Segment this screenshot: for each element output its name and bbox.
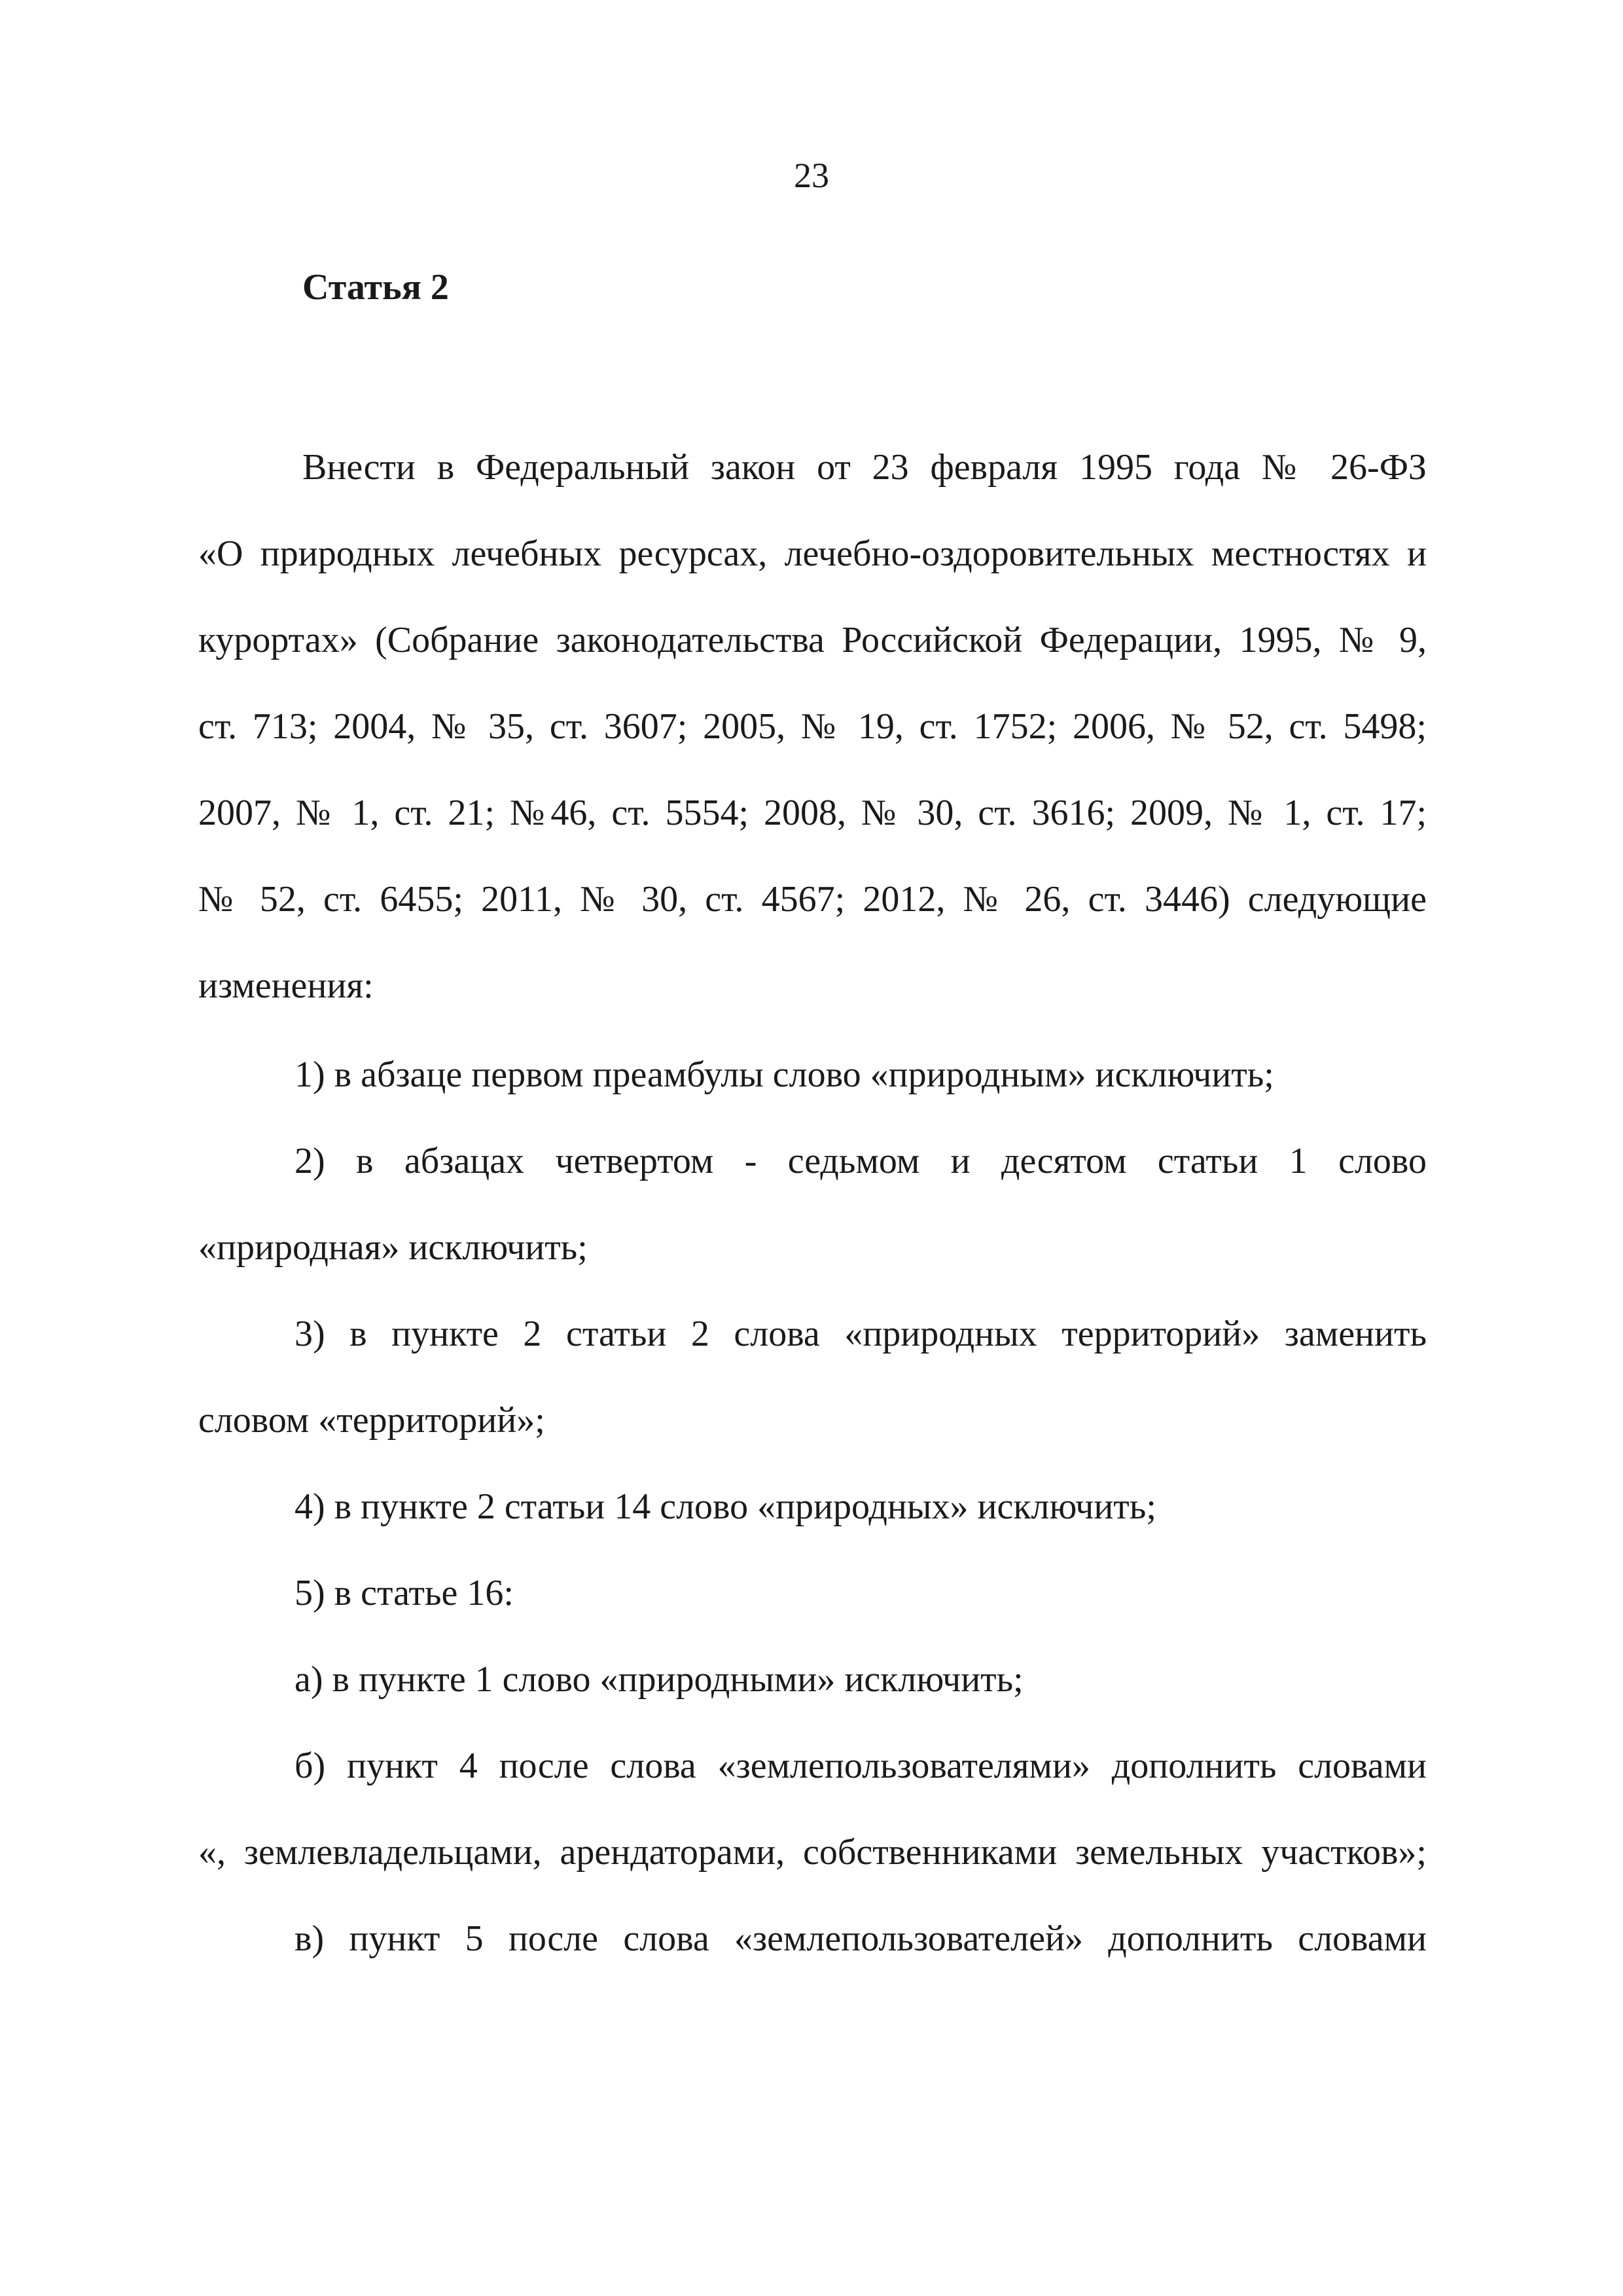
text-line: 3) в пункте 2 статьи 2 слова «природных территорий» заменить xyxy=(294,1314,1427,1354)
text-line: 5) в статье 16: xyxy=(294,1573,514,1613)
text-line: 1) в абзаце первом преамбулы слово «природным» исключить; xyxy=(294,1054,1274,1095)
page-number: 23 xyxy=(794,156,829,195)
text-line: словом «территорий»; xyxy=(198,1400,545,1441)
text-line: «природная» исключить; xyxy=(198,1227,588,1268)
text-line: в) пункт 5 после слова «землепользователей» дополнить словами xyxy=(294,1918,1427,1959)
text-line: б) пункт 4 после слова «землепользователями» дополнить словами xyxy=(294,1746,1427,1786)
text-line: 4) в пункте 2 статьи 14 слово «природных» исключить; xyxy=(294,1486,1156,1527)
text-line: ст. 713; 2004, № 35, ст. 3607; 2005, № 19, ст. 1752; 2006, № 52, ст. 5498; xyxy=(198,706,1427,747)
text-line: «, землевладельцами, арендаторами, собственниками земельных участков»; xyxy=(198,1832,1427,1873)
text-line: № 52, ст. 6455; 2011, № 30, ст. 4567; 2012, № 26, ст. 3446) следующие xyxy=(198,879,1427,920)
text-line: 2007, № 1, ст. 21; №46, ст. 5554; 2008, № 30, ст. 3616; 2009, № 1, ст. 17; xyxy=(198,793,1427,833)
article-heading: Статья 2 xyxy=(302,267,449,308)
text-line: Внести в Федеральный закон от 23 февраля 1995 года № 26-ФЗ xyxy=(302,447,1427,488)
text-line: «О природных лечебных ресурсах, лечебно-оздоровительных местностях и xyxy=(198,533,1427,574)
text-line: изменения: xyxy=(198,965,374,1006)
text-line: курортах» (Собрание законодательства Российской Федерации, 1995, № 9, xyxy=(198,620,1427,660)
text-line: а) в пункте 1 слово «природными» исключить; xyxy=(294,1659,1024,1700)
text-line: 2) в абзацах четвертом - седьмом и десятом статьи 1 слово xyxy=(294,1141,1427,1181)
